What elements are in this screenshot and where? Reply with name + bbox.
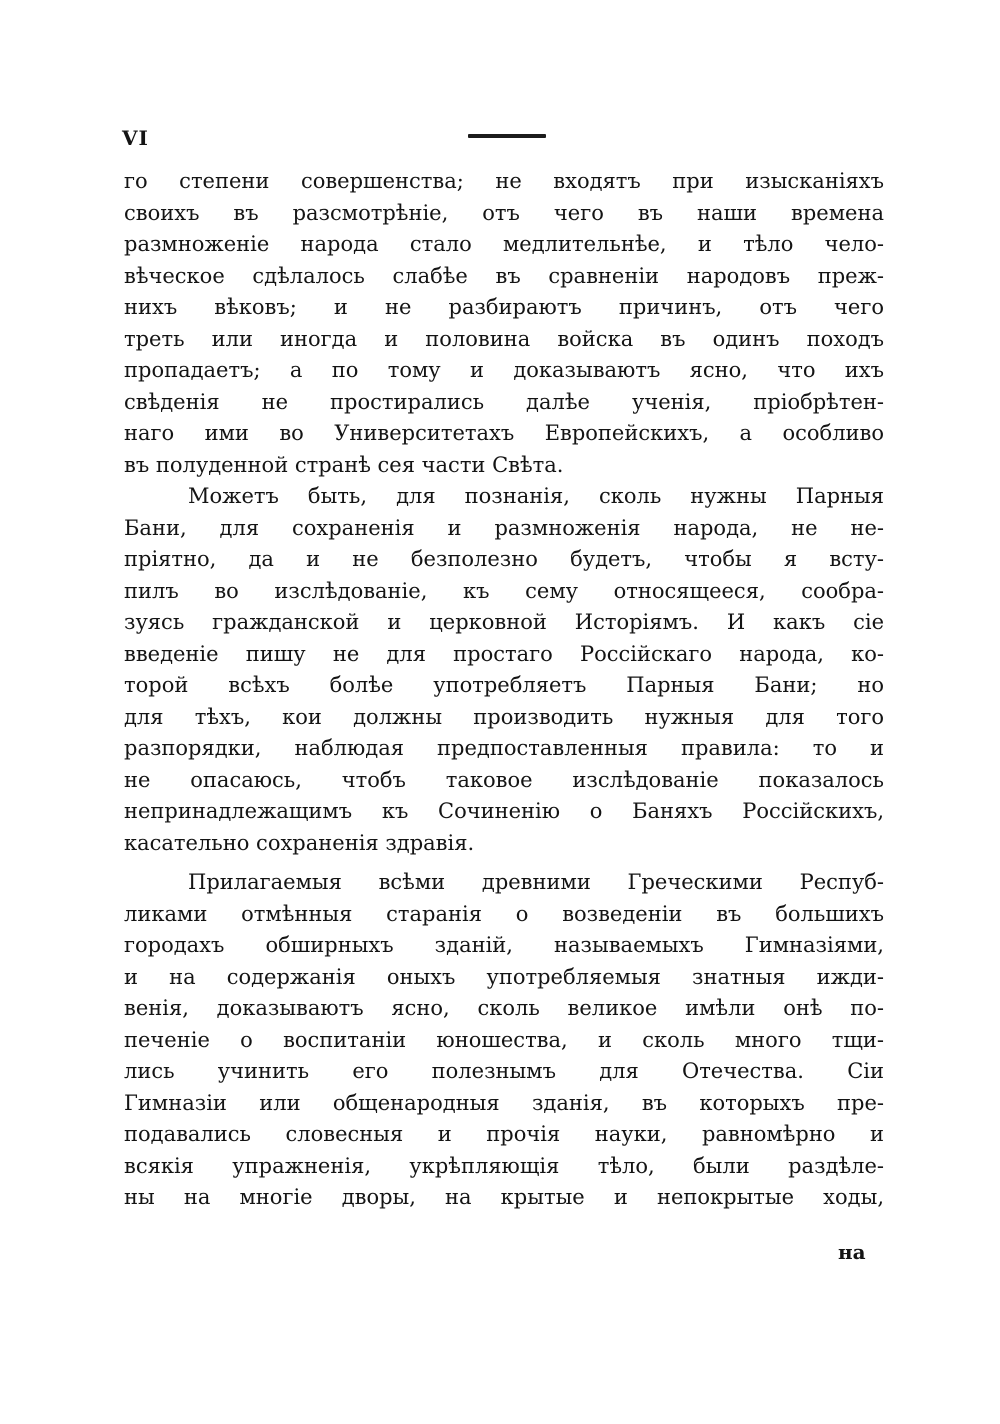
text-line: для тѣхъ, кои должны производить нужныя для того — [124, 704, 884, 729]
text-line: пропадаетъ; а по тому и доказываютъ ясно, что ихъ — [124, 358, 884, 382]
page-number: VI — [122, 126, 149, 150]
text-line: треть или иногда и половина войска въ одинъ походъ — [124, 326, 884, 351]
text-line: Можетъ быть, для познанія, сколь нужны Парныя — [188, 484, 884, 508]
text-line: непринадлежащимъ къ Сочиненію о Баняхъ Россійскихъ, — [124, 799, 884, 823]
text-line: венія, доказываютъ ясно, сколь великое имѣли онѣ по- — [124, 996, 884, 1020]
text-line: наго ими во Университетахъ Европейскихъ, а особливо — [124, 421, 884, 445]
text-line: размноженіе народа стало медлительнѣе, и тѣло чело- — [124, 232, 884, 256]
header-rule — [468, 134, 546, 138]
paragraph — [124, 481, 884, 859]
text-line: Бани, для сохраненія и размноженія народа, не не- — [124, 515, 884, 540]
text-line: ны на многіе дворы, на крытые и непокрытые ходы, — [124, 1185, 884, 1209]
text-line: нихъ вѣковъ; и не разбираютъ причинъ, отъ чего — [124, 295, 884, 319]
text-line: зуясь гражданской и церковной Исторіямъ. И какъ сіе — [124, 610, 884, 634]
text-line: лись учинить его полезнымъ для Отечества. Сіи — [124, 1059, 884, 1083]
text-line: пилъ во изслѣдованіе, къ сему относящееся, сообра- — [124, 578, 884, 603]
text-line: и на содержанія оныхъ употребляемыя знатныя ижди- — [124, 964, 884, 989]
text-line: всякія упражненія, укрѣпляющія тѣло, были раздѣле- — [124, 1153, 884, 1178]
text-line: торой всѣхъ болѣе употребляетъ Парныя Бани; но — [124, 673, 884, 697]
text-line: го степени совершенства; не входятъ при изысканіяхъ — [124, 169, 884, 193]
catchword: на — [838, 1240, 866, 1264]
text-line: Прилагаемыя всѣми древними Греческими Респуб- — [188, 870, 884, 894]
text-line: печеніе о воспитаніи юношества, и сколь много тщи- — [124, 1027, 884, 1052]
text-line: не опасаюсь, чтобъ таковое изслѣдованіе показалось — [124, 767, 884, 792]
text-line: разпорядки, наблюдая предпоставленныя правила: то и — [124, 736, 884, 760]
body-text — [124, 166, 884, 1214]
text-line: въ полуденной странѣ сея части Свѣта. — [124, 452, 564, 477]
text-line: подавались словесныя и прочія науки, равномѣрно и — [124, 1122, 884, 1146]
paragraph — [124, 166, 884, 481]
text-line: ликами отмѣнныя старанія о возведеніи въ большихъ — [124, 901, 884, 926]
text-line: введеніе пишу не для простаго Россійскаго народа, ко- — [124, 641, 884, 666]
text-line: вѣческое сдѣлалось слабѣе въ сравненіи народовъ преж- — [124, 263, 884, 288]
text-line: пріятно, да и не безполезно будетъ, чтобы я всту- — [124, 547, 884, 571]
text-line: свѣденія не простирались далѣе ученія, пріобрѣтен- — [124, 389, 884, 414]
text-line: городахъ обширныхъ зданій, называемыхъ Гимназіями, — [124, 933, 884, 957]
text-line: касательно сохраненія здравія. — [124, 830, 475, 855]
paragraph — [124, 867, 884, 1214]
paragraph-gap — [124, 859, 884, 867]
text-line: своихъ въ разсмотрѣніе, отъ чего въ наши времена — [124, 200, 884, 225]
text-line: Гимназіи или общенародныя зданія, въ которыхъ пре- — [124, 1090, 884, 1115]
